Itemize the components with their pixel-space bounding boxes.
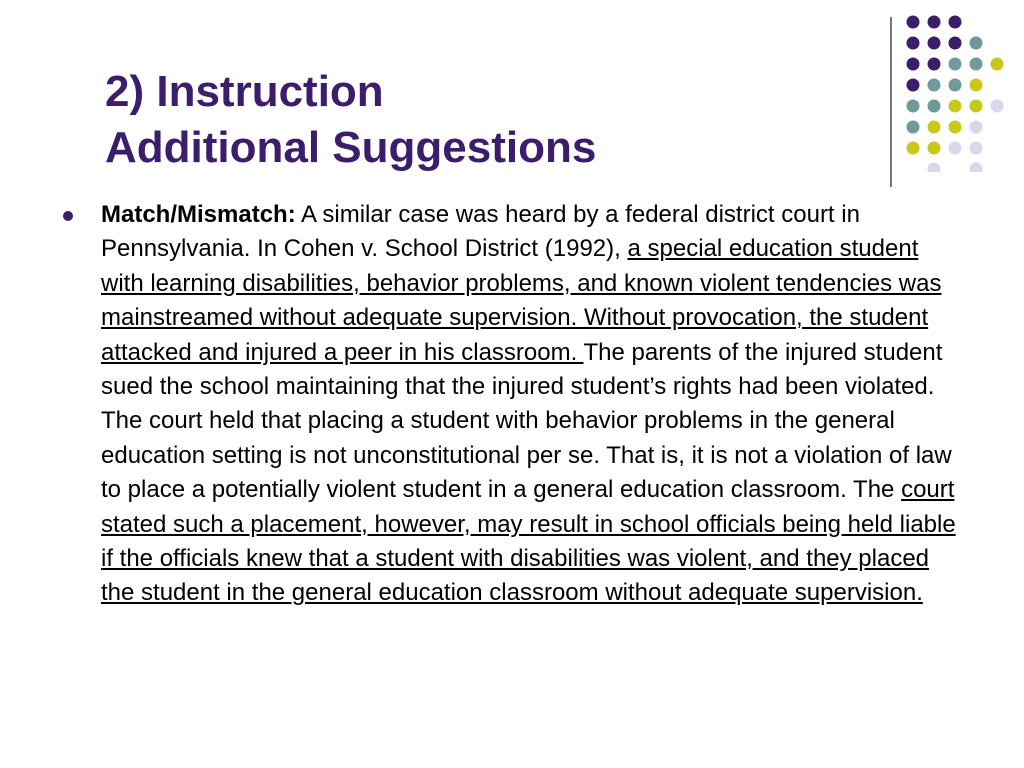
decor-dot <box>970 142 983 155</box>
decor-dot <box>949 121 962 134</box>
slide-title-line-1: 2) Instruction <box>105 67 384 116</box>
slide-title-line-2: Additional Suggestions <box>105 123 597 172</box>
decor-dot <box>907 79 920 92</box>
bullet-text <box>101 198 963 611</box>
decor-dot <box>928 100 941 113</box>
decor-dot <box>907 58 920 71</box>
bullet-text-plain-2: The parents of the injured student sued the school maintaining that the injured student’s rights had been violated. The court held that placing a student with behavior problems in the general education setting is not unconstitutional per se. That is, it is not a violation of law to place a potentially violent student in a general education classroom. The <box>101 338 952 504</box>
bullet-text-underlined-1: a special education student with learning disabilities, behavior problems, and known violent tendencies was mainstreamed without adequate supervision. Without provocation, the student attacked and injured a peer in his classroom. <box>101 235 942 366</box>
decor-dot <box>991 100 1004 113</box>
decor-dot <box>970 100 983 113</box>
decor-dot <box>928 121 941 134</box>
decor-dot <box>949 16 962 29</box>
vertical-divider <box>890 17 892 187</box>
decor-dot <box>949 37 962 50</box>
decor-dot <box>991 58 1004 71</box>
decor-dot <box>970 163 983 173</box>
decor-dot <box>928 142 941 155</box>
decor-dot <box>907 121 920 134</box>
bullet-text-plain-1: A similar case was heard by a federal district court in Pennsylvania. In Cohen v. School District (1992), <box>101 201 860 263</box>
decor-dot <box>949 79 962 92</box>
slide-title <box>105 64 865 176</box>
decor-dot <box>928 37 941 50</box>
decor-dot <box>970 37 983 50</box>
decor-dot <box>928 58 941 71</box>
decor-dot <box>970 121 983 134</box>
decor-dot <box>907 142 920 155</box>
bullet-text-underlined-2: court stated such a placement, however, may result in school officials being held liable if the officials knew that a student with disabilities was violent, and they placed the student in the general education classroom without adequate supervision. <box>101 476 956 607</box>
bullet-label: Match/Mismatch: <box>101 201 296 228</box>
decor-dot <box>970 58 983 71</box>
bullet-icon <box>63 211 73 221</box>
decor-dot <box>907 16 920 29</box>
decor-dot <box>949 100 962 113</box>
decor-dot <box>928 163 941 173</box>
decor-dot <box>907 37 920 50</box>
decor-dot <box>928 79 941 92</box>
dot-grid-icon <box>905 12 1017 172</box>
decor-dot <box>928 16 941 29</box>
decor-dot <box>907 100 920 113</box>
decor-dot <box>949 142 962 155</box>
decor-dot <box>970 79 983 92</box>
decor-dot <box>949 58 962 71</box>
